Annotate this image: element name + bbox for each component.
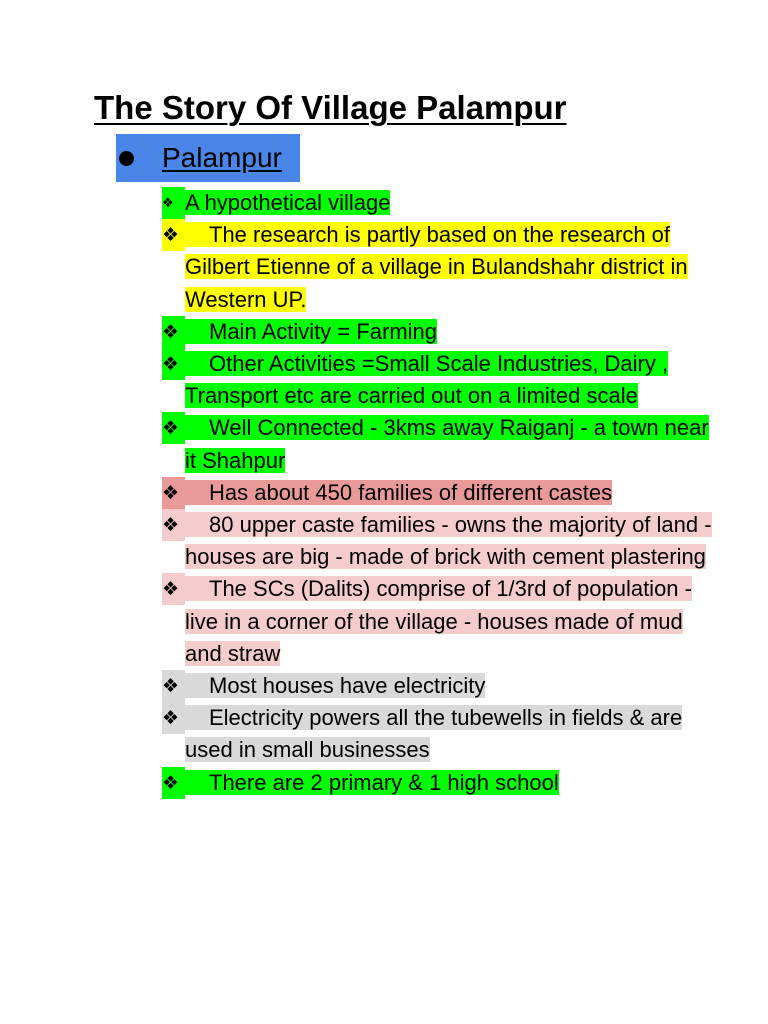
- four-diamond-icon: ❖: [162, 767, 185, 799]
- four-diamond-icon: ❖: [162, 412, 185, 444]
- page-title: The Story Of Village Palampur: [94, 89, 567, 126]
- list-item: [162, 348, 722, 412]
- list-item: [162, 187, 722, 219]
- four-diamond-icon: ❖: [162, 316, 185, 348]
- list-item: [162, 573, 722, 670]
- four-diamond-icon: ❖: [162, 219, 185, 251]
- list-item-highlight: [185, 480, 612, 505]
- list-item-text: Most houses have electricity: [209, 673, 486, 699]
- list-item-highlight: [185, 222, 688, 311]
- list-item-text: Has about 450 families of different castes: [209, 479, 613, 505]
- four-diamond-icon: ❖: [162, 509, 185, 541]
- list-item-highlight: [185, 319, 437, 344]
- list-item: [162, 412, 722, 476]
- list-item-highlight: [185, 190, 390, 215]
- list-item-text: The SCs (Dalits) comprise of 1/3rd of population - live in a corner of the village - houses made of mud and straw: [185, 576, 692, 666]
- list-item: [162, 316, 722, 348]
- four-diamond-icon: ❖: [162, 187, 185, 219]
- list-item: [162, 477, 722, 509]
- list-item-text: The research is partly based on the research of Gilbert Etienne of a village in Bulandshahr district in Western UP.: [185, 222, 688, 312]
- list-item: [162, 702, 722, 766]
- four-diamond-icon: ❖: [162, 477, 185, 509]
- list-item-text: Well Connected - 3kms away Raiganj - a town near it Shahpur: [185, 415, 709, 473]
- list-item-text: Electricity powers all the tubewells in fields & are used in small businesses: [185, 705, 683, 763]
- section-heading-row: [116, 134, 300, 182]
- four-diamond-icon: ❖: [162, 573, 185, 605]
- list-item-highlight: [185, 351, 668, 408]
- list-item: [162, 219, 722, 316]
- list-item-highlight: [185, 705, 682, 762]
- section-heading: Palampur: [162, 142, 282, 173]
- list-item-highlight: [185, 673, 485, 698]
- list-item: [162, 670, 722, 702]
- bullet-list: [162, 187, 722, 799]
- list-item-highlight: [185, 770, 559, 795]
- list-item-text: A hypothetical village: [185, 190, 391, 215]
- list-item-highlight: [185, 415, 709, 472]
- list-item-highlight: [185, 512, 712, 569]
- list-item-text: 80 upper caste families - owns the majority of land - houses are big - made of brick with cement plastering: [185, 512, 712, 570]
- list-item: [162, 767, 722, 799]
- list-item-text: Other Activities =Small Scale Industries, Dairy , Transport etc are carried out on a limited scale: [185, 351, 669, 409]
- list-item-text: There are 2 primary & 1 high school: [209, 769, 559, 795]
- four-diamond-icon: ❖: [162, 702, 185, 734]
- four-diamond-icon: ❖: [162, 348, 185, 380]
- four-diamond-icon: ❖: [162, 670, 185, 702]
- list-item-highlight: [185, 576, 692, 665]
- filled-circle-icon: [119, 151, 134, 166]
- list-item-text: Main Activity = Farming: [209, 318, 438, 344]
- list-item: [162, 509, 722, 573]
